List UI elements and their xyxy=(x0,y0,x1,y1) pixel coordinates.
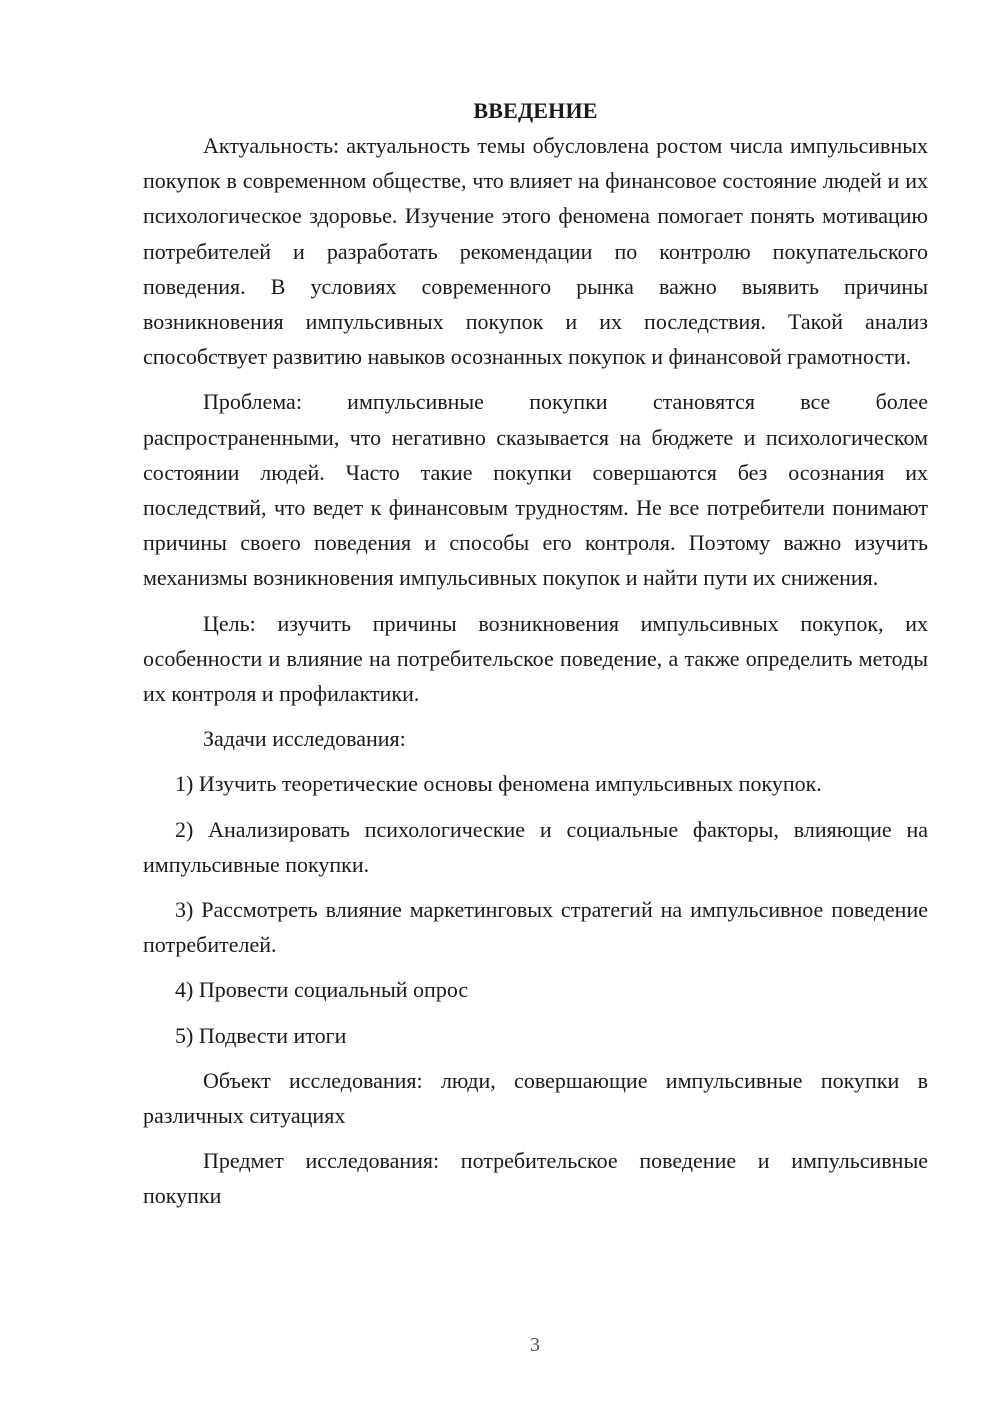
task-item-2: 2) Анализировать психологические и социальные факторы, влияющие на импульсивные покупки. xyxy=(143,816,928,877)
problem-paragraph: Проблема: импульсивные покупки становятся все более распространенными, что негативно сказывается на бюджете и психологическом состоянии людей. Часто такие покупки совершаются без осознания их последствий, что ведет к финансовым трудностям. Не все потребители понимают причины своего поведения и способы его контроля. Поэтому важно изучить механизмы возникновения импульсивных покупок и найти пути их снижения. xyxy=(143,389,928,591)
task-item-3: 3) Рассмотреть влияние маркетинговых стратегий на импульсивное поведение потребителей. xyxy=(143,897,928,958)
relevance-paragraph: Актуальность: актуальность темы обусловлена ростом числа импульсивных покупок в современном обществе, что влияет на финансовое состояние людей и их психологическое здоровье. Изучение этого феномена помогает понять мотивацию потребителей и разработать рекомендации по контролю покупательского поведения. В условиях современного рынка важно выявить причины возникновения импульсивных покупок и их последствия. Такой анализ способствует развитию навыков осознанных покупок и финансовой грамотности. xyxy=(143,133,928,370)
page-number: 3 xyxy=(530,1334,540,1356)
task-item-1: 1) Изучить теоретические основы феномена импульсивных покупок. xyxy=(175,771,822,797)
goal-paragraph: Цель: изучить причины возникновения импульсивных покупок, их особенности и влияние на потребительское поведение, а также определить методы их контроля и профилактики. xyxy=(143,610,928,707)
task-item-5: 5) Подвести итоги xyxy=(175,1022,347,1048)
object-paragraph: Объект исследования: люди, совершающие импульсивные покупки в различных ситуациях xyxy=(143,1067,928,1129)
document-page xyxy=(143,93,928,1214)
subject-paragraph: Предмет исследования: потребительское поведение и импульсивные покупки xyxy=(143,1148,928,1209)
page-title: ВВЕДЕНИЕ xyxy=(473,98,598,123)
tasks-heading: Задачи исследования: xyxy=(203,726,406,752)
task-item-4: 4) Провести социальный опрос xyxy=(175,977,469,1003)
